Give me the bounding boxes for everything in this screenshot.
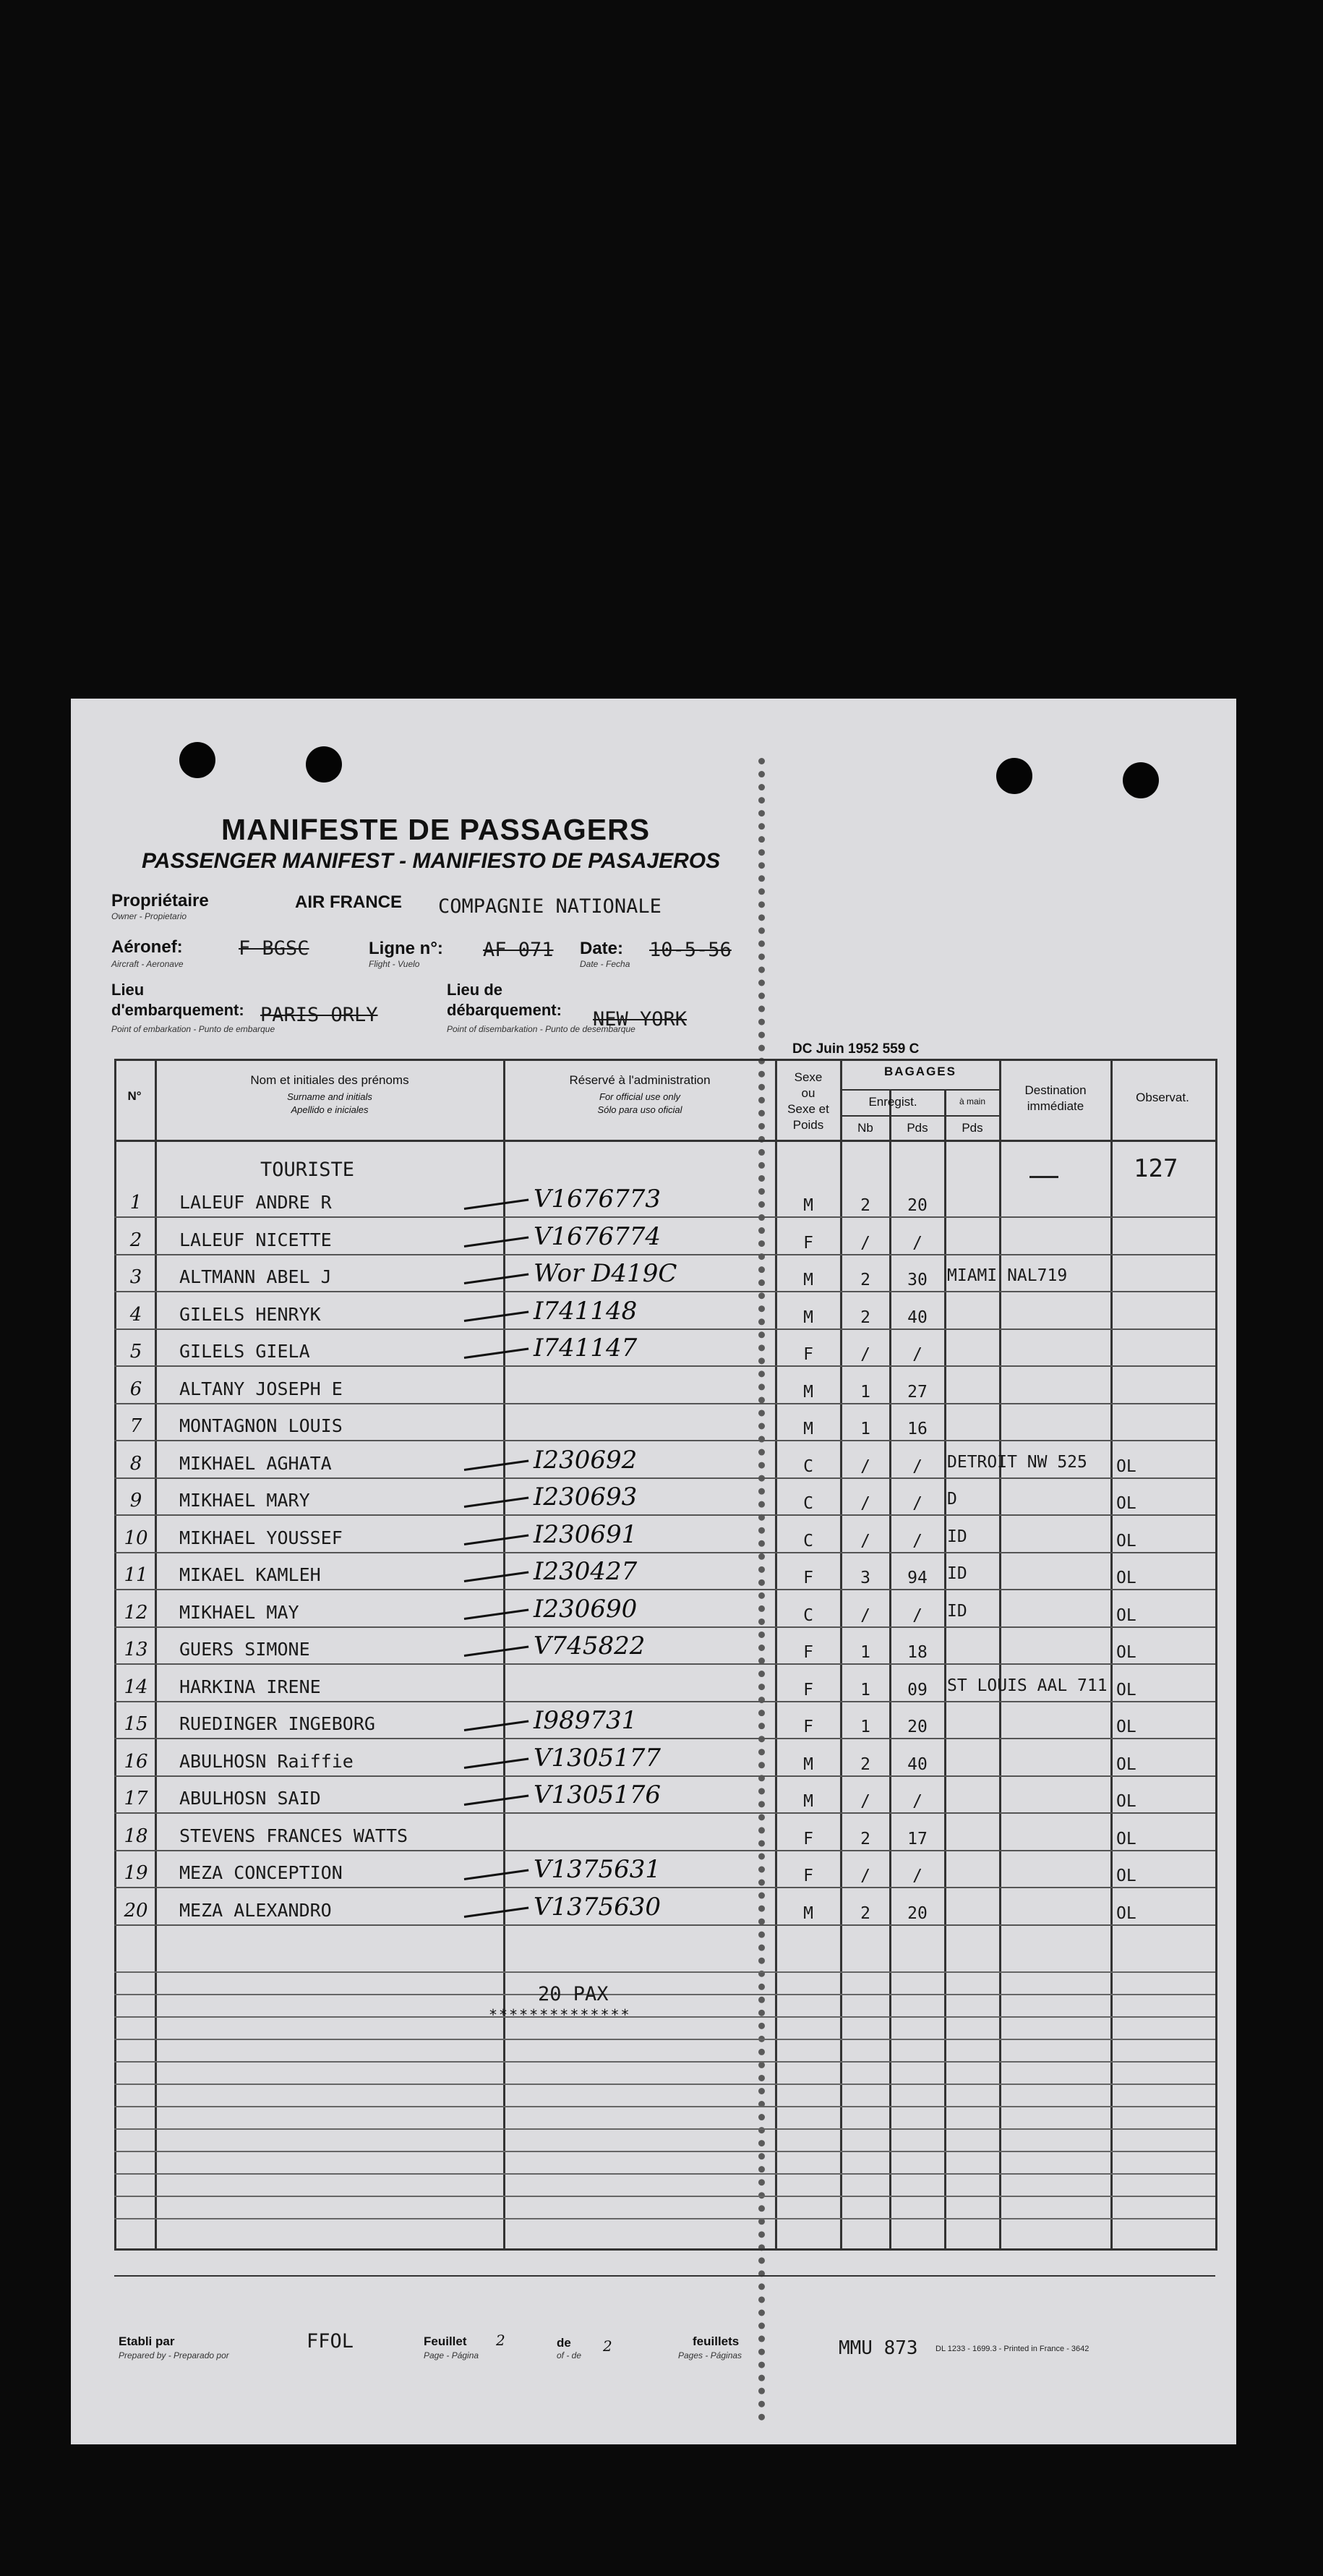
col-header-pds: Pds	[907, 1121, 928, 1135]
sex-weight: F	[803, 1681, 813, 1699]
baggage-weight: /	[912, 1234, 922, 1253]
sex-weight: F	[803, 1569, 813, 1587]
col-header-hand-pds: Pds	[962, 1121, 983, 1135]
blank-row-rule	[114, 2039, 1215, 2040]
observation-total: 127	[1134, 1154, 1178, 1183]
pages-label: feuillets	[693, 2334, 740, 2348]
aircraft-label: Aéronef:	[111, 937, 183, 957]
destination: MIAMI NAL719	[947, 1266, 1068, 1285]
of-value: 2	[603, 2337, 612, 2355]
row-number: 3	[129, 1266, 142, 1288]
passenger-name: ABULHOSN SAID	[179, 1788, 321, 1809]
col-header-name-sub: Apellido e iniciales	[291, 1104, 369, 1115]
destination: DETROIT NW 525	[947, 1453, 1087, 1472]
baggage-count: /	[860, 1234, 870, 1253]
printer-line: DL 1233 - 1699.3 - Printed in France - 3642	[935, 2345, 1089, 2353]
baggage-count: /	[860, 1606, 870, 1625]
baggage-count: /	[860, 1532, 870, 1551]
col-sep	[889, 1089, 891, 2248]
col-sep	[503, 1059, 505, 2248]
row-rule	[114, 1775, 1215, 1777]
passenger-name: ABULHOSN Raiffie	[179, 1751, 354, 1772]
passenger-name: RUEDINGER INGEBORG	[179, 1713, 375, 1734]
disembark-label-2: débarquement:	[447, 1001, 562, 1019]
footer-rule	[114, 2275, 1215, 2277]
row-number: 20	[124, 1900, 148, 1922]
row-number: 17	[124, 1788, 148, 1809]
col-header-registered: Enregist.	[868, 1095, 917, 1109]
row-number: 8	[129, 1453, 142, 1475]
passenger-name: MIKAEL KAMLEH	[179, 1564, 321, 1585]
passenger-name: MIKHAEL MAY	[179, 1602, 299, 1623]
manifest-title: MANIFESTE DE PASSAGERS	[221, 813, 651, 846]
observation: OL	[1116, 1494, 1136, 1513]
passenger-name: ALTMANN ABEL J	[179, 1266, 332, 1287]
row-rule	[114, 1440, 1215, 1441]
destination: ID	[947, 1602, 967, 1621]
flight-label: Ligne n°:	[369, 939, 443, 958]
manifest-paper	[71, 699, 1236, 2444]
pages-sublabel: Pages - Páginas	[678, 2350, 742, 2360]
baggage-weight: 17	[907, 1830, 928, 1848]
passport-number: Wor D419C	[534, 1259, 677, 1288]
observation: OL	[1116, 1904, 1136, 1923]
row-number: 1	[129, 1192, 142, 1214]
row-rule	[114, 1812, 1215, 1814]
row-number: 10	[124, 1527, 148, 1549]
col-header-sex: Sexe et	[787, 1102, 829, 1116]
row-number: 13	[124, 1639, 148, 1660]
of-sublabel: of - de	[557, 2350, 582, 2360]
col-sep	[999, 1059, 1001, 2248]
passenger-name: MEZA CONCEPTION	[179, 1862, 343, 1883]
blank-row-rule	[114, 2016, 1215, 2018]
of-label: de	[557, 2336, 571, 2350]
sex-weight: M	[803, 1904, 813, 1923]
observation: OL	[1116, 1569, 1136, 1587]
baggage-rule	[840, 1089, 999, 1091]
blank-row-rule	[114, 2173, 1215, 2175]
col-sep	[155, 1059, 157, 2248]
row-number: 12	[124, 1602, 148, 1624]
dash-mark	[1029, 1176, 1058, 1178]
row-number: 9	[129, 1490, 142, 1511]
baggage-count: 2	[860, 1308, 870, 1327]
blank-row-rule	[114, 1994, 1215, 1995]
embark-label-1: Lieu	[111, 981, 145, 999]
passport-number: V1676774	[534, 1222, 661, 1251]
baggage-count: /	[860, 1792, 870, 1811]
row-rule	[114, 1291, 1215, 1292]
baggage-weight: /	[912, 1792, 922, 1811]
passport-number: V1305177	[534, 1744, 661, 1773]
col-header-sex: ou	[801, 1086, 815, 1100]
baggage-rule	[840, 1115, 999, 1117]
baggage-weight: 20	[907, 1904, 928, 1923]
flight-value: AF 071	[483, 939, 554, 961]
baggage-count: 1	[860, 1681, 870, 1699]
destination: ST LOUIS AAL 711	[947, 1676, 1108, 1695]
baggage-count: 1	[860, 1643, 870, 1662]
baggage-weight: /	[912, 1532, 922, 1551]
passport-number: I741148	[534, 1297, 638, 1326]
passenger-name: GUERS SIMONE	[179, 1639, 310, 1660]
baggage-count: 1	[860, 1383, 870, 1402]
sheet-sublabel: Page - Página	[424, 2350, 479, 2360]
baggage-weight: 40	[907, 1755, 928, 1774]
punch-hole	[179, 742, 215, 778]
row-rule	[114, 1254, 1215, 1255]
passenger-name: LALEUF ANDRE R	[179, 1192, 332, 1213]
passenger-name: ALTANY JOSEPH E	[179, 1378, 343, 1399]
disembark-label-1: Lieu de	[447, 981, 503, 999]
embark-sublabel: Point of embarkation - Punto de embarque	[111, 1024, 275, 1034]
sex-weight: C	[803, 1532, 813, 1551]
sex-weight: M	[803, 1196, 813, 1215]
sex-weight: C	[803, 1606, 813, 1625]
col-sep	[1110, 1059, 1113, 2248]
col-header-reserved-sub: Sólo para uso oficial	[597, 1104, 682, 1115]
col-header-nb: Nb	[857, 1121, 873, 1135]
disembark-sublabel: Point of disembarkation - Punto de desembarque	[447, 1024, 635, 1034]
prepared-value: FFOL	[307, 2330, 354, 2353]
observation: OL	[1116, 1606, 1136, 1625]
aircraft-value: F BGSC	[239, 937, 309, 960]
sex-weight: M	[803, 1383, 813, 1402]
blank-row-rule	[114, 2106, 1215, 2107]
row-number: 2	[129, 1229, 142, 1251]
passport-number: I230691	[534, 1520, 638, 1549]
owner-value-2: COMPAGNIE NATIONALE	[438, 895, 662, 918]
blank-row-rule	[114, 2151, 1215, 2152]
blank-row-rule	[114, 2196, 1215, 2197]
observation: OL	[1116, 1681, 1136, 1699]
row-number: 7	[129, 1415, 142, 1437]
owner-label: Propriétaire	[111, 891, 209, 910]
passenger-name: GILELS GIELA	[179, 1341, 310, 1362]
row-number: 15	[124, 1713, 148, 1735]
row-rule	[114, 1924, 1215, 1926]
row-rule	[114, 1887, 1215, 1888]
disembark-value: NEW YORK	[593, 1008, 688, 1031]
baggage-count: /	[860, 1345, 870, 1364]
row-rule	[114, 1626, 1215, 1628]
col-header-observations: Observat.	[1136, 1091, 1189, 1104]
row-rule	[114, 1552, 1215, 1553]
form-code: DC Juin 1952 559 C	[792, 1041, 920, 1057]
row-number: 5	[129, 1341, 142, 1362]
blank-row-rule	[114, 2061, 1215, 2063]
owner-value: AIR FRANCE	[295, 892, 402, 912]
blank-row-rule	[114, 2128, 1215, 2130]
observation: OL	[1116, 1830, 1136, 1848]
passenger-name: MEZA ALEXANDRO	[179, 1900, 332, 1921]
passport-number: I989731	[534, 1706, 638, 1735]
baggage-weight: /	[912, 1457, 922, 1476]
destination: D	[947, 1490, 957, 1509]
sex-weight: F	[803, 1643, 813, 1662]
date-value: 10-5-56	[649, 939, 732, 961]
destination: ID	[947, 1527, 967, 1546]
observation: OL	[1116, 1792, 1136, 1811]
baggage-count: 2	[860, 1755, 870, 1774]
passport-number: I741147	[534, 1334, 638, 1362]
passport-number: V1375631	[534, 1855, 661, 1884]
row-number: 18	[124, 1825, 148, 1847]
baggage-weight: /	[912, 1494, 922, 1513]
passport-number: V1375630	[534, 1893, 661, 1922]
baggage-weight: /	[912, 1606, 922, 1625]
passenger-name: STEVENS FRANCES WATTS	[179, 1825, 408, 1846]
observation: OL	[1116, 1457, 1136, 1476]
baggage-count: /	[860, 1494, 870, 1513]
sheet-value: 2	[496, 2332, 505, 2349]
row-rule	[114, 1216, 1215, 1218]
embark-value: PARIS ORLY	[260, 1004, 378, 1026]
baggage-count: 2	[860, 1196, 870, 1215]
manifest-subtitle: PASSENGER MANIFEST - MANIFIESTO DE PASAJEROS	[142, 849, 721, 873]
baggage-weight: 20	[907, 1718, 928, 1736]
flight-sublabel: Flight - Vuelo	[369, 959, 420, 969]
passenger-name: MIKHAEL YOUSSEF	[179, 1527, 343, 1548]
observation: OL	[1116, 1643, 1136, 1662]
sex-weight: M	[803, 1271, 813, 1289]
owner-sublabel: Owner - Propietario	[111, 911, 187, 921]
passenger-name: MIKHAEL MARY	[179, 1490, 310, 1511]
prepared-label: Etabli par	[119, 2334, 175, 2348]
baggage-weight: 30	[907, 1271, 928, 1289]
col-header-no: N°	[127, 1089, 142, 1103]
row-rule	[114, 1850, 1215, 1851]
row-number: 6	[129, 1378, 142, 1400]
passport-number: V1676773	[534, 1185, 661, 1214]
col-header-destination: immédiate	[1027, 1099, 1084, 1113]
observation: OL	[1116, 1755, 1136, 1774]
row-number: 11	[124, 1564, 148, 1586]
col-header-sex: Sexe	[794, 1070, 823, 1084]
date-sublabel: Date - Fecha	[580, 959, 630, 969]
embark-label-2: d'embarquement:	[111, 1001, 244, 1019]
row-rule	[114, 1738, 1215, 1739]
blank-row-rule	[114, 2084, 1215, 2085]
stars-line: **************	[489, 2006, 631, 2023]
baggage-weight: 16	[907, 1420, 928, 1438]
passenger-name: MONTAGNON LOUIS	[179, 1415, 343, 1436]
header-rule	[114, 1140, 1215, 1142]
observation: OL	[1116, 1532, 1136, 1551]
baggage-weight: /	[912, 1345, 922, 1364]
baggage-count: 3	[860, 1569, 870, 1587]
row-rule	[114, 1701, 1215, 1702]
row-rule	[114, 1477, 1215, 1479]
sex-weight: M	[803, 1308, 813, 1327]
destination: ID	[947, 1564, 967, 1583]
prepared-sublabel: Prepared by - Preparado por	[119, 2350, 229, 2360]
sex-weight: M	[803, 1792, 813, 1811]
row-rule	[114, 1663, 1215, 1665]
baggage-count: 1	[860, 1718, 870, 1736]
reference-number: MMU 873	[839, 2337, 918, 2359]
sex-weight: C	[803, 1494, 813, 1513]
sex-weight: M	[803, 1420, 813, 1438]
baggage-weight: 27	[907, 1383, 928, 1402]
sex-weight: F	[803, 1867, 813, 1885]
passenger-name: LALEUF NICETTE	[179, 1229, 332, 1250]
passenger-total: 20 PAX	[538, 1983, 609, 2005]
row-rule	[114, 1589, 1215, 1590]
baggage-count: 2	[860, 1271, 870, 1289]
row-rule	[114, 1403, 1215, 1404]
sheet-label: Feuillet	[424, 2334, 467, 2348]
col-header-name: Nom et initiales des prénoms	[250, 1073, 409, 1087]
baggage-count: /	[860, 1457, 870, 1476]
baggage-count: 1	[860, 1420, 870, 1438]
passport-number: I230692	[534, 1446, 638, 1475]
baggage-count: 2	[860, 1830, 870, 1848]
baggage-weight: 09	[907, 1681, 928, 1699]
baggage-weight: /	[912, 1867, 922, 1885]
baggage-weight: 40	[907, 1308, 928, 1327]
baggage-count: 2	[860, 1904, 870, 1923]
baggage-count: /	[860, 1867, 870, 1885]
sex-weight: F	[803, 1234, 813, 1253]
passport-number: I230693	[534, 1483, 638, 1511]
observation: OL	[1116, 1867, 1136, 1885]
row-rule	[114, 1328, 1215, 1330]
baggage-weight: 18	[907, 1643, 928, 1662]
sex-weight: F	[803, 1830, 813, 1848]
passenger-name: HARKINA IRENE	[179, 1676, 321, 1697]
baggage-weight: 20	[907, 1196, 928, 1215]
sex-weight: F	[803, 1718, 813, 1736]
row-rule	[114, 1514, 1215, 1516]
punch-hole	[306, 746, 342, 782]
col-header-reserved: Réservé à l'administration	[569, 1073, 711, 1087]
blank-row-rule	[114, 1971, 1215, 1973]
observation: OL	[1116, 1718, 1136, 1736]
passport-number: I230690	[534, 1595, 638, 1624]
col-header-destination: Destination	[1024, 1083, 1087, 1097]
passenger-name: GILELS HENRYK	[179, 1304, 321, 1325]
sex-weight: M	[803, 1755, 813, 1774]
row-number: 16	[124, 1751, 148, 1773]
row-number: 4	[129, 1304, 142, 1326]
class-label: TOURISTE	[260, 1159, 355, 1181]
sex-weight: F	[803, 1345, 813, 1364]
col-sep	[944, 1089, 946, 2248]
col-header-sex: Poids	[792, 1118, 824, 1132]
col-header-reserved-sub: For official use only	[599, 1091, 680, 1102]
row-number: 14	[124, 1676, 148, 1698]
row-number: 19	[124, 1862, 148, 1884]
passenger-name: MIKHAEL AGHATA	[179, 1453, 332, 1474]
blank-row-rule	[114, 2218, 1215, 2219]
punch-hole	[1123, 762, 1159, 798]
row-rule	[114, 1365, 1215, 1367]
passport-number: I230427	[534, 1557, 638, 1586]
date-label: Date:	[580, 939, 624, 958]
baggage-weight: 94	[907, 1569, 928, 1587]
col-header-hand: à main	[959, 1096, 986, 1106]
punch-hole	[996, 758, 1032, 794]
col-header-name-sub: Surname and initials	[287, 1091, 372, 1102]
passport-number: V1305176	[534, 1780, 661, 1809]
aircraft-sublabel: Aircraft - Aeronave	[111, 959, 184, 969]
sex-weight: C	[803, 1457, 813, 1476]
passport-number: V745822	[534, 1632, 646, 1660]
col-header-baggage: BAGAGES	[884, 1065, 956, 1078]
